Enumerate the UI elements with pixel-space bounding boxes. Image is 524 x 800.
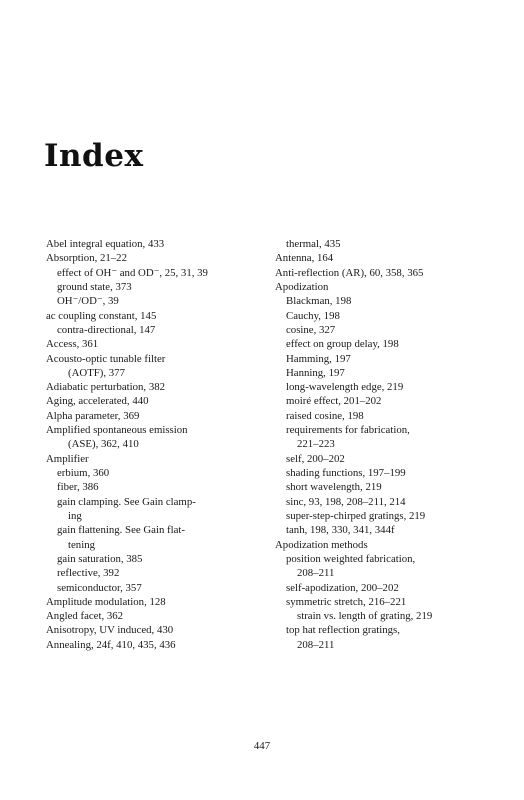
index-entry: reflective, 392	[57, 567, 120, 580]
index-entry: short wavelength, 219	[286, 481, 382, 494]
index-entry: raised cosine, 198	[286, 409, 364, 422]
index-entry: cosine, 327	[286, 323, 336, 336]
index-entry: Amplifier	[46, 452, 89, 465]
index-entry: Aging, accelerated, 440	[46, 395, 149, 408]
index-entry: effect on group delay, 198	[286, 338, 399, 351]
index-entry: Antenna, 164	[275, 252, 334, 265]
index-entry: Anisotropy, UV induced, 430	[46, 624, 174, 637]
index-entry: Angled facet, 362	[46, 610, 124, 623]
index-entry: Cauchy, 198	[286, 309, 340, 322]
index-entry: strain vs. length of grating, 219	[297, 610, 433, 623]
page-title: Index	[44, 138, 144, 174]
index-entry: Acousto-optic tunable filter	[46, 352, 166, 365]
index-entry: requirements for fabrication,	[286, 424, 410, 437]
index-entry: erbium, 360	[57, 467, 110, 479]
index-entry: sinc, 93, 198, 208–211, 214	[286, 495, 406, 508]
index-column-left	[46, 237, 260, 652]
index-entry: gain saturation, 385	[57, 552, 143, 565]
index-entry: super-step-chirped gratings, 219	[286, 509, 426, 522]
index-entry: 208–211	[297, 638, 335, 651]
index-entry: symmetric stretch, 216–221	[286, 595, 407, 608]
index-entry: semiconductor, 357	[57, 581, 142, 594]
index-entry: self-apodization, 200–202	[286, 581, 399, 594]
index-entry: Access, 361	[46, 338, 99, 351]
index-entry: Apodization methods	[275, 538, 368, 551]
index-entry: thermal, 435	[286, 238, 341, 250]
index-entry: Blackman, 198	[286, 295, 352, 308]
index-entry: effect of OH⁻ and OD⁻, 25, 31, 39	[57, 266, 208, 279]
index-column-right	[275, 237, 495, 652]
index-entry: Amplitude modulation, 128	[46, 595, 166, 608]
index-entry: Alpha parameter, 369	[46, 409, 140, 422]
index-entry: Hamming, 197	[286, 352, 351, 365]
index-entry: self, 200–202	[286, 452, 345, 465]
index-entry: fiber, 386	[57, 481, 99, 494]
index-entry: Adiabatic perturbation, 382	[46, 381, 166, 394]
index-entry: Annealing, 24f, 410, 435, 436	[46, 638, 176, 651]
index-entry: top hat reflection gratings,	[286, 624, 400, 637]
index-entry: OH⁻/OD⁻, 39	[57, 295, 119, 308]
index-entry: 221–223	[297, 438, 335, 451]
index-entry: 208–211	[297, 567, 335, 580]
index-entry: moiré effect, 201–202	[286, 395, 382, 408]
index-entry: position weighted fabrication,	[286, 552, 416, 565]
index-entry: gain clamping. See Gain clamp-	[57, 495, 196, 508]
index-entry: Hanning, 197	[286, 366, 345, 379]
index-entry: Anti-reflection (AR), 60, 358, 365	[275, 266, 424, 279]
index-entry: (AOTF), 377	[68, 366, 125, 379]
index-entry: ac coupling constant, 145	[46, 309, 157, 322]
index-entry: gain flattening. See Gain flat-	[57, 524, 186, 537]
index-entry: Absorption, 21–22	[46, 252, 127, 265]
index-entry: Abel integral equation, 433	[46, 238, 165, 250]
index-entry: tanh, 198, 330, 341, 344f	[286, 524, 395, 537]
index-entry: tening	[68, 538, 95, 551]
index-entry: (ASE), 362, 410	[68, 438, 139, 451]
page-number: 447	[253, 740, 271, 752]
index-entry: Apodization	[275, 280, 329, 293]
index-entry: Amplified spontaneous emission	[46, 424, 188, 437]
index-entry: shading functions, 197–199	[286, 467, 406, 479]
index-entry: long-wavelength edge, 219	[286, 381, 404, 394]
index-entry: ground state, 373	[57, 280, 132, 293]
index-entry: contra-directional, 147	[57, 323, 156, 336]
index-entry: ing	[68, 509, 82, 522]
